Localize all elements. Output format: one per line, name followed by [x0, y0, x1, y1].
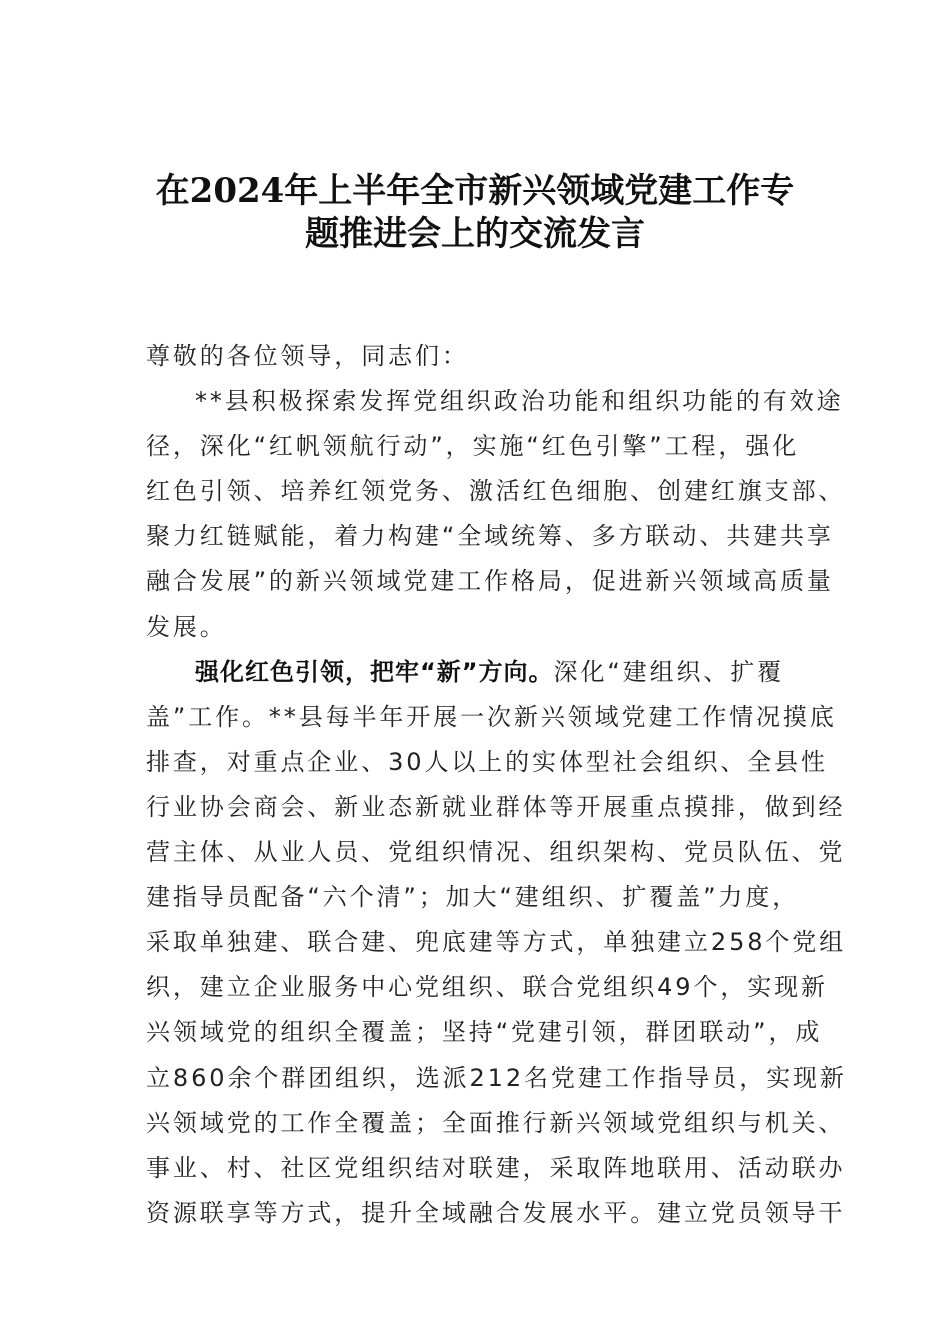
paragraph-line: 聚力红链赋能，着力构建“全域统筹、多方联动、共建共享 [146, 522, 834, 551]
section-heading: 强化红色引领，把牢“新”方向。 [195, 657, 554, 686]
paragraph-line: 织，建立企业服务中心党组织、联合党组织49个，实现新 [146, 973, 828, 1002]
document-body [146, 334, 847, 1236]
paragraph-text: 深化“建组织、扩覆 [553, 657, 785, 686]
paragraph-line [146, 650, 806, 695]
paragraph-line: 发展。 [146, 612, 227, 641]
paragraph-2 [146, 650, 847, 1236]
paragraph-line: 行业协会商会、新业态新就业群体等开展重点摸排，做到经 [146, 792, 846, 821]
paragraph-line: 事业、村、社区党组织结对联建，采取阵地联用、活动联办 [146, 1153, 846, 1182]
title-line-1: 在2024年上半年全市新兴领域党建工作专 [155, 171, 795, 211]
paragraph-line: 盖”工作。**县每半年开展一次新兴领域党建工作情况摸底 [146, 702, 837, 731]
paragraph-line: 营主体、从业人员、党组织情况、组织架构、党员队伍、党 [146, 838, 846, 867]
paragraph-line: 红色引领、培养红领党务、激活红色细胞、创建红旗支部、 [146, 477, 846, 506]
paragraph-line: 兴领域党的工作全覆盖；全面推行新兴领域党组织与机关、 [146, 1108, 846, 1137]
paragraph-line: 径，深化“红帆领航行动”，实施“红色引擎”工程，强化 [146, 432, 800, 461]
paragraph-line: 兴领域党的组织全覆盖；坚持“党建引领，群团联动”，成 [146, 1018, 823, 1047]
paragraph-line: 排查，对重点企业、30人以上的实体型社会组织、全县性 [146, 747, 828, 776]
paragraph-line: 采取单独建、联合建、兜底建等方式，单独建立258个党组 [146, 928, 847, 957]
paragraph-line: 立860余个群团组织，选派212名党建工作指导员，实现新 [146, 1063, 847, 1092]
paragraph-line: 融合发展”的新兴领域党建工作格局，促进新兴领域高质量 [146, 567, 834, 596]
paragraph-line: **县积极探索发挥党组织政治功能和组织功能的有效途 [195, 387, 844, 416]
salutation: 尊敬的各位领导，同志们： [146, 342, 469, 370]
title-line-2: 题推进会上的交流发言 [305, 214, 645, 254]
paragraph-1 [146, 379, 846, 650]
paragraph-line: 资源联享等方式，提升全域融合发展水平。建立党员领导干 [146, 1198, 846, 1227]
paragraph-line: 建指导员配备“六个清”；加大“建组织、扩覆盖”力度， [146, 883, 800, 912]
